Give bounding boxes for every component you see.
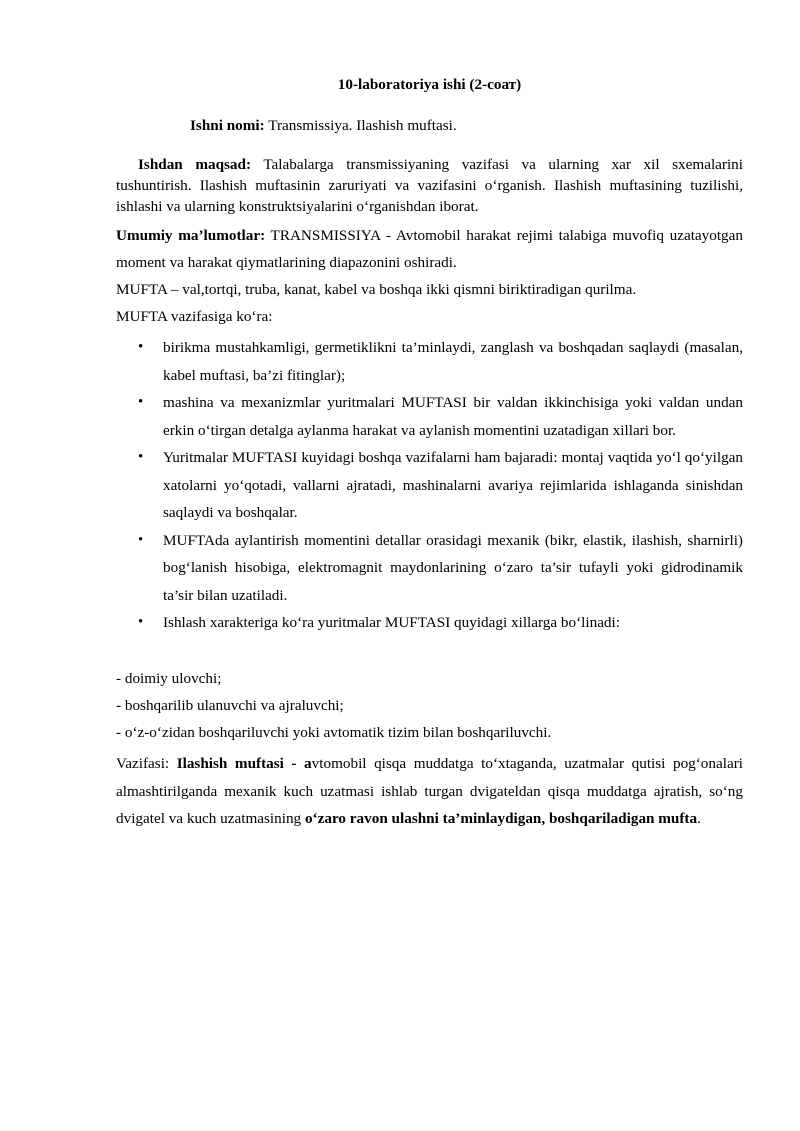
goal-label: Ishdan maqsad: — [138, 156, 252, 173]
bullet-icon: • — [138, 339, 144, 355]
list-item-text: mashina va mexanizmlar yuritmalari MUFTASI bir valdan ikkinchisiga yoki valdan undan erkin o‘tirgan detalga aylanma harakat va aylanish momentini uzatadigan xillari bor. — [163, 394, 743, 439]
dash-item: - o‘z-o‘zidan boshqariluvchi yoki avtomatik tizim bilan boshqariluvchi. — [116, 724, 552, 741]
purpose-text: vtomobil qisqa muddatga to‘xtaganda, uzatmalar qutisi pog‘onalari almashtirilganda mexanik kuch uzatmasi ishlab turgan dvigateldan qisqa muddatga ajratish, so‘ng dvigatel va kuch uzatmasining — [116, 755, 743, 827]
page-title: 10-laboratoriya ishi (2-соат) — [337, 76, 522, 93]
work-name — [190, 117, 750, 135]
bullet-icon: • — [138, 614, 144, 630]
dash-item: - doimiy ulovchi; — [116, 670, 222, 687]
purpose-bold-term: Ilashish muftasi - a — [176, 755, 312, 772]
work-name-label: Ishni nomi: — [190, 117, 265, 134]
general-text: TRANSMISSIYA - Avtomobil harakat rejimi talabiga muvofiq uzatayotgan moment va harakat qiymatlarining diapazonini oshiradi. — [116, 227, 743, 271]
list-item — [116, 527, 743, 610]
list-item — [116, 609, 743, 637]
general-label: Umumiy ma’lumotlar: — [116, 227, 266, 244]
bullet-icon: • — [138, 531, 144, 548]
bullet-icon: • — [138, 394, 144, 410]
mufta-tasks-heading: MUFTA vazifasiga ko‘ra: — [116, 308, 273, 325]
mufta-tasks-list — [116, 334, 743, 637]
list-item-text: Ishlash xarakteriga ko‘ra yuritmalar MUFTASI quyidagi xillarga bo‘linadi: — [163, 614, 620, 631]
list-item-text: Yuritmalar MUFTASI kuyidagi boshqa vazifalarni ham bajaradi: montaj vaqtida yo‘l qo‘yilgan xatolarni yo‘qotadi, vallarni ajratadi, mashinalarni avariya rejimlarida ishlaganda sinishdan saqlaydi va boshqalar. — [163, 449, 743, 521]
purpose-bold-conclusion: o‘zaro ravon ulashni ta’minlaydigan, boshqariladigan mufta — [304, 810, 698, 827]
purpose-label: Vazifasi: — [116, 755, 177, 772]
list-item-text: birikma mustahkamligi, germetiklikni ta’minlaydi, zanglash va boshqadan saqlaydi (masalan, kabel muftasi, ba’zi fitinglar); — [163, 339, 743, 384]
purpose-end: . — [697, 810, 701, 827]
mufta-definition: MUFTA – val,tortqi, truba, kanat, kabel va boshqa ikki qismni biriktiradigan qurilma. — [116, 281, 637, 298]
list-item — [116, 444, 743, 527]
purpose-paragraph — [116, 750, 743, 833]
dash-item: - boshqarilib ulanuvchi va ajraluvchi; — [116, 697, 344, 714]
goal-text: Talabalarga transmissiyaning vazifasi va ularning xar xil sxemalarini tushuntirish. Ilashish muftasinin zaruriyati va vazifasini o‘rganish. Ilashish muftasining tuzilishi, ishlashi va ularning konstruktsiyalarini o‘rganishdan iborat. — [116, 156, 743, 215]
list-item — [116, 334, 743, 389]
list-item — [116, 389, 743, 444]
bullet-icon: • — [138, 449, 144, 465]
list-item-text: MUFTAda aylantirish momentini detallar orasidagi mexanik (bikr, elastik, ilashish, sharnirli) bog‘lanish hisobiga, elektromagnit maydonlarining o‘zaro ta’sir tufayli yoki gidrodinamik ta’sir bilan uzatiladi. — [163, 531, 743, 604]
work-name-text: Transmissiya. Ilashish muftasi. — [264, 117, 457, 134]
general-info-paragraph — [116, 223, 743, 276]
goal-paragraph — [116, 154, 743, 217]
